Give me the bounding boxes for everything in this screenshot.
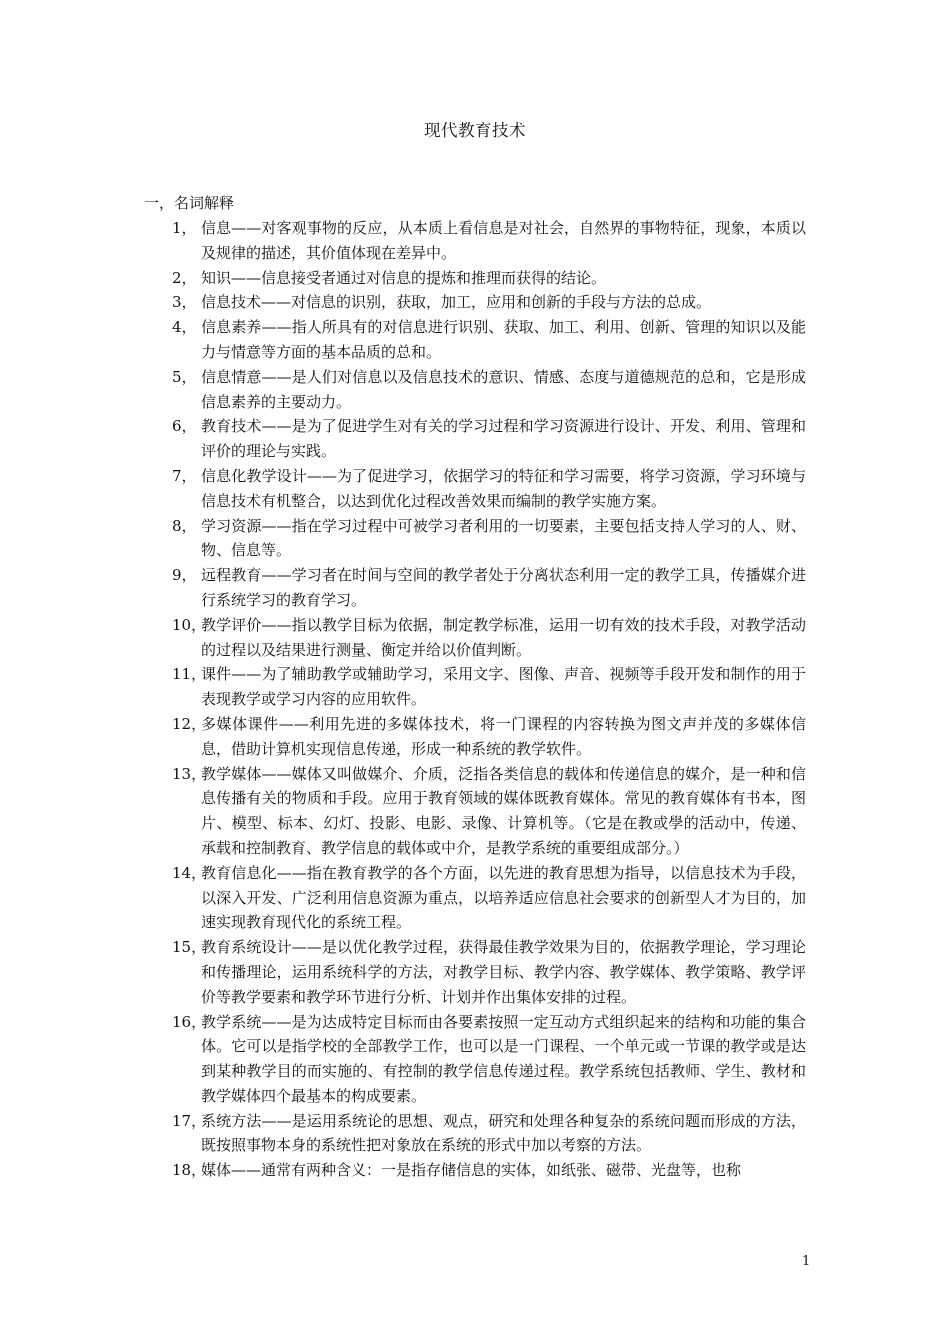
item-number: 9， [172,566,197,585]
list-item [0,762,950,861]
list-item [0,935,950,1009]
item-definition: 系统方法——是运用系统论的思想、观点，研究和处理各种复杂的系统问题而形成的方法，既按照事物本身的系统性把对象放在系统的形式中加以考察的方法。 [201,1111,806,1155]
list-item [0,414,950,464]
item-number: 3， [172,293,197,312]
list-item [0,1010,950,1109]
list-item [0,1109,950,1159]
item-number: 16， [172,1012,207,1031]
page-number: 1 [802,1254,811,1269]
item-definition: 课件——为了辅助教学或辅助学习，采用文字、图像、声音、视频等手段开发和制作的用于表现教学或学习内容的应用软件。 [201,665,806,709]
item-number: 6， [172,417,197,436]
item-definition: 教育信息化——指在教育教学的各个方面，以先进的教育思想为指导，以信息技术为手段，以深入开发、广泛利用信息资源为重点，以培养适应信息社会要求的创新型人才为目的，加速实现教育现代化的系统工程。 [201,863,806,932]
item-definition: 教学系统——是为达成特定目标而由各要素按照一定互动方式组织起来的结构和功能的集合体。它可以是指学校的全部教学工作，也可以是一门课程、一个单元或一节课的教学或是达到某种教学目的而实施的、有控制的教学信息传递过程。教学系统包括教师、学生、教材和教学媒体四个最基本的构成要素。 [201,1012,806,1105]
item-number: 11， [172,665,207,684]
item-definition: 知识——信息接受者通过对信息的提炼和推理而获得的结论。 [201,268,607,287]
list-item [0,464,950,514]
list-item [0,1158,950,1183]
item-number: 12， [172,714,207,733]
section-heading: 一，名词解释 [144,194,235,212]
item-number: 14， [172,863,207,882]
list-item [0,315,950,365]
page-title: 现代教育技术 [424,121,526,140]
item-number: 10， [172,615,207,634]
item-number: 13， [172,764,207,783]
item-definition: 教学媒体——媒体又叫做媒介、介质，泛指各类信息的载体和传递信息的媒介，是一种和信息传播有关的物质和手段。应用于教育领域的媒体既教育媒体。常见的教育媒体有书本，图片、模型、标本、幻灯、投影、电影、录像、计算机等。（它是在教或學的活动中，传递、承载和控制教育、教学信息的载体或中介，是教学系统的重要组成部分。） [201,764,806,857]
item-number: 5， [172,367,197,386]
item-definition: 教育技术——是为了促进学生对有关的学习过程和学习资源进行设计、开发、利用、管理和评价的理论与实践。 [201,417,806,461]
item-definition: 学习资源——指在学习过程中可被学习者利用的一切要素，主要包括支持人学习的人、财、物、信息等。 [201,516,806,560]
item-definition: 媒体——通常有两种含义：一是指存储信息的实体，如纸张、磁带、光盘等，也称 [201,1161,742,1180]
item-definition: 信息技术——对信息的识别，获取，加工，应用和创新的手段与方法的总成。 [201,293,712,312]
item-definition: 信息情意——是人们对信息以及信息技术的意识、情感、态度与道德规范的总和，它是形成信息素养的主要动力。 [201,367,806,411]
list-item [0,365,950,415]
list-item [0,266,950,291]
item-number: 18， [172,1161,207,1180]
item-definition: 远程教育——学习者在时间与空间的教学者处于分离状态利用一定的教学工具，传播媒介进行系统学习的教育学习。 [201,566,806,609]
item-definition: 信息化教学设计——为了促进学习，依据学习的特征和学习需要，将学习资源，学习环境与信息技术有机整合，以达到优化过程改善效果而编制的教学实施方案。 [201,466,806,510]
list-item [0,216,950,266]
item-definition: 信息素养——指人所具有的对信息进行识别、获取、加工、利用、创新、管理的知识以及能力与情意等方面的基本品质的总和。 [201,318,806,361]
list-item [0,712,950,762]
item-number: 2， [172,268,197,287]
item-definition: 教育系统设计——是以优化教学过程，获得最佳教学效果为目的，依据教学理论，学习理论和传播理论，运用系统科学的方法，对教学目标、教学内容、教学媒体、教学策略、教学评价等教学要素和教学环节进行分析、计划并作出集体安排的过程。 [201,938,806,1006]
list-item [0,563,950,613]
item-number: 8， [172,516,197,535]
list-item [0,861,950,935]
item-number: 15， [172,938,207,957]
definition-list [0,216,950,1183]
item-number: 1， [172,219,197,237]
item-number: 17， [172,1111,207,1130]
item-definition: 信息——对客观事物的反应，从本质上看信息是对社会，自然界的事物特征，现象，本质以及规律的描述，其价值体现在差异中。 [201,219,806,262]
item-definition: 多媒体课件——利用先进的多媒体技术，将一门课程的内容转换为图文声并茂的多媒体信息，借助计算机实现信息传递，形成一种系统的教学软件。 [201,714,806,758]
list-item [0,662,950,712]
list-item [0,613,950,663]
list-item [0,290,950,315]
item-number: 4， [172,318,197,337]
list-item [0,514,950,564]
item-number: 7， [172,466,197,485]
item-definition: 教学评价——指以教学目标为依据，制定教学标准，运用一切有效的技术手段，对教学活动的过程以及结果进行测量、衡定并给以价值判断。 [201,615,806,659]
